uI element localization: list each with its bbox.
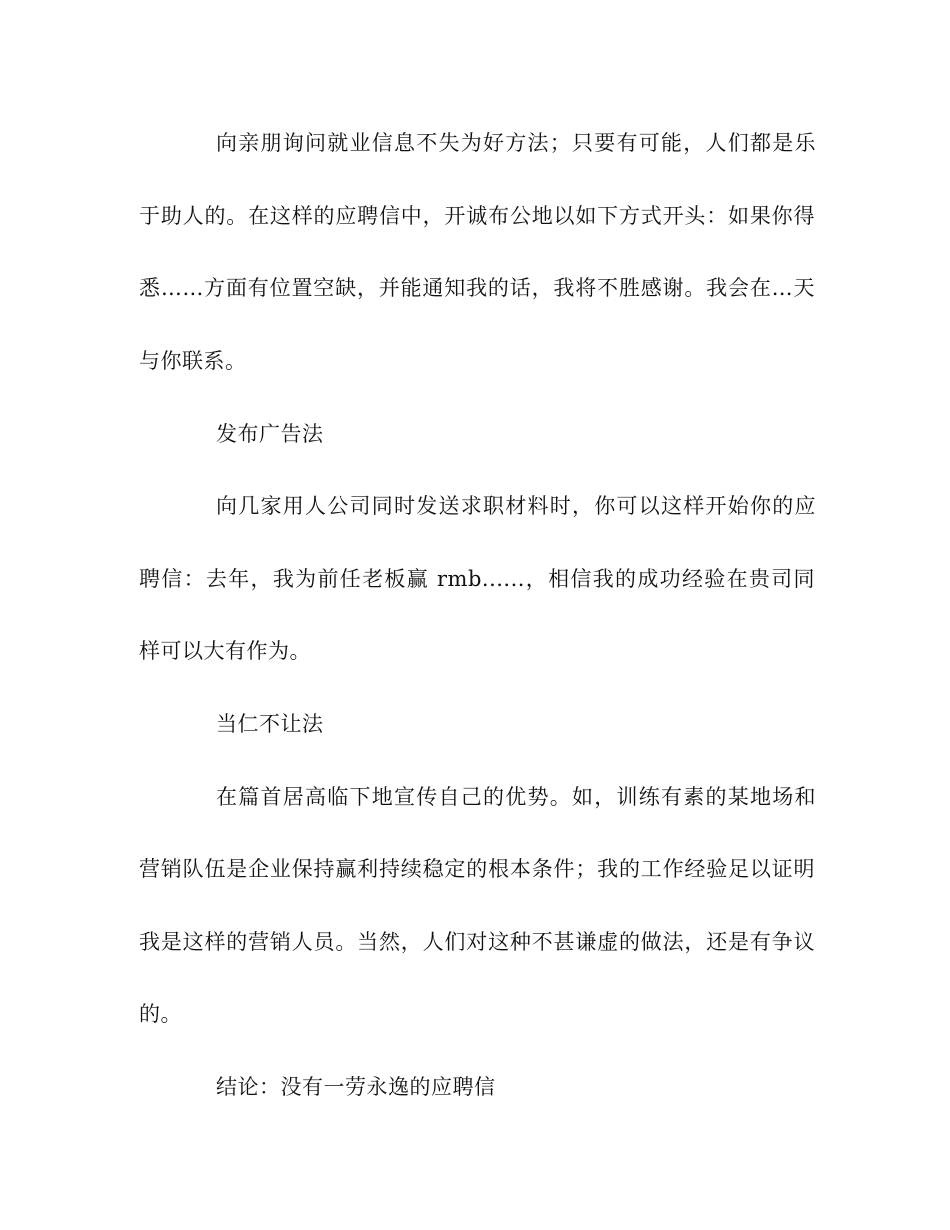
section-heading: 发布广告法 [216,422,324,446]
paragraph-line: 聘信：去年，我为前任老板赢 rmb......，相信我的成功经验在贵司同 [139,567,815,591]
paragraph-line: 于助人的。在这样的应聘信中，开诚布公地以如下方式开头：如果你得 [139,204,815,228]
paragraph-line: 悉……方面有位置空缺，并能通知我的话，我将不胜感谢。我会在…天 [139,276,815,300]
paragraph-line: 营销队伍是企业保持赢利持续稳定的根本条件；我的工作经验足以证明 [139,857,815,881]
paragraph-line: 的。 [139,1002,182,1026]
paragraph-line: 在篇首居高临下地宣传自己的优势。如，训练有素的某地场和 [216,785,816,809]
paragraph-line: 向几家用人公司同时发送求职材料时，你可以这样开始你的应 [216,494,816,518]
paragraph-line: 向亲朋询问就业信息不失为好方法；只要有可能，人们都是乐 [216,131,816,155]
paragraph-line: 样可以大有作为。 [139,639,311,663]
paragraph-line: 与你联系。 [139,349,247,373]
section-heading: 结论：没有一劳永逸的应聘信 [216,1075,496,1099]
paragraph-line: 我是这样的营销人员。当然，人们对这种不甚谦虚的做法，还是有争议 [139,930,815,954]
section-heading: 当仁不让法 [216,712,324,736]
